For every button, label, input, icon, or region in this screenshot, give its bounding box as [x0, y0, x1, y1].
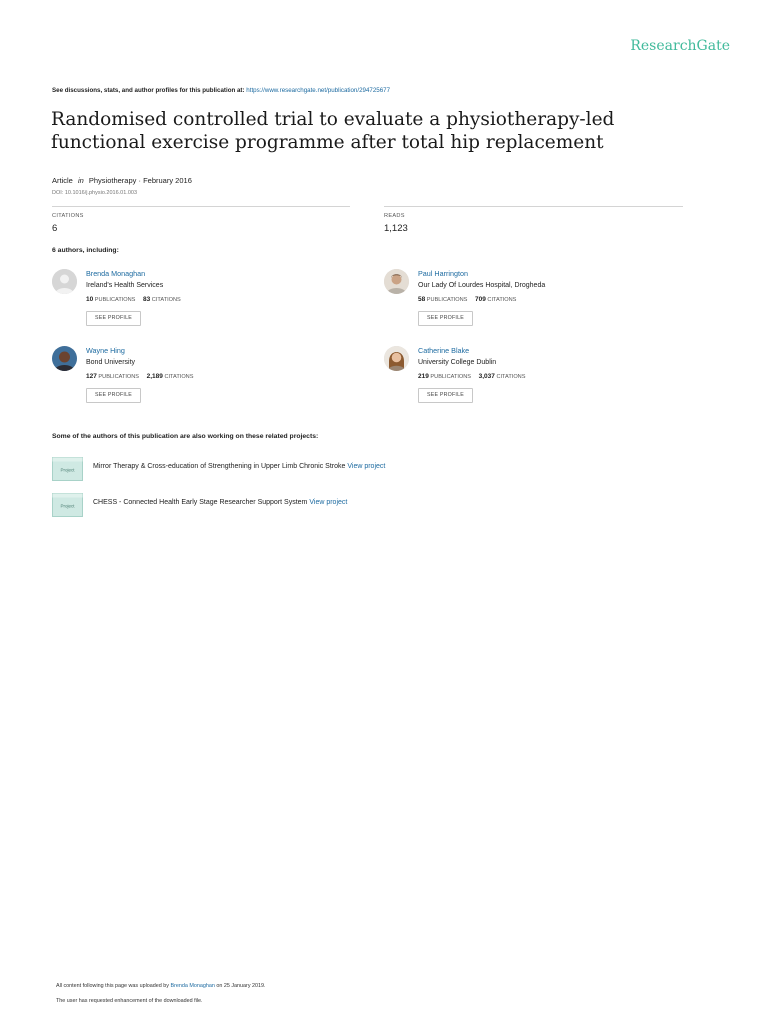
citation-count: 3,037	[478, 373, 495, 380]
author-avatar[interactable]	[384, 269, 409, 294]
see-profile-button[interactable]: SEE PROFILE	[418, 388, 473, 403]
publications-label: PUBLICATIONS	[98, 374, 140, 380]
author-avatar[interactable]	[52, 346, 77, 371]
view-project-link[interactable]: View project	[347, 463, 386, 470]
publication-date: · February 2016	[138, 176, 192, 185]
project-icon-label: Project	[60, 503, 75, 509]
author-institution: University College Dublin	[418, 359, 497, 366]
author-name-link[interactable]: Paul Harrington	[418, 269, 468, 278]
author-card	[384, 269, 634, 339]
uploader-link[interactable]: Brenda Monaghan	[170, 983, 215, 989]
citations-label: CITATIONS	[52, 213, 84, 219]
author-avatar[interactable]	[384, 346, 409, 371]
author-stats	[418, 296, 516, 303]
project-line	[93, 463, 385, 470]
publication-count: 10	[86, 296, 94, 303]
author-institution: Our Lady Of Lourdes Hospital, Drogheda	[418, 282, 546, 289]
author-photo-icon	[52, 346, 77, 371]
author-photo-icon	[384, 269, 409, 294]
doi: DOI: 10.1016/j.physio.2016.01.003	[52, 190, 138, 196]
citations-label: CITATIONS	[164, 374, 194, 380]
person-silhouette-icon	[52, 269, 77, 294]
author-name-link[interactable]: Wayne Hing	[86, 346, 125, 355]
author-card	[52, 269, 302, 339]
journal-name: Physiotherapy	[88, 176, 137, 185]
reads-label: READS	[384, 213, 405, 219]
project-line	[93, 499, 347, 506]
citation-count: 2,189	[146, 373, 163, 380]
upload-note	[56, 983, 266, 989]
publications-label: PUBLICATIONS	[430, 374, 472, 380]
author-stats	[86, 373, 193, 380]
publication-url-link[interactable]: https://www.researchgate.net/publication/294725677	[246, 87, 391, 94]
divider-left	[52, 206, 350, 207]
upload-prefix: All content following this page was uploaded by	[56, 983, 169, 989]
see-profile-button[interactable]: SEE PROFILE	[86, 388, 141, 403]
article-in: in	[77, 176, 84, 185]
author-name-link[interactable]: Catherine Blake	[418, 346, 470, 355]
article-meta	[52, 176, 192, 185]
author-avatar-placeholder[interactable]	[52, 269, 77, 294]
citation-count: 709	[474, 296, 486, 303]
author-card	[384, 346, 634, 416]
author-card	[52, 346, 302, 416]
publications-label: PUBLICATIONS	[94, 297, 136, 303]
researchgate-logo[interactable]: ResearchGate	[630, 38, 730, 54]
author-institution: Bond University	[86, 359, 136, 366]
project-title: CHESS - Connected Health Early Stage Researcher Support System	[93, 499, 308, 506]
citations-label: CITATIONS	[487, 297, 517, 303]
publications-label: PUBLICATIONS	[426, 297, 468, 303]
project-folder-icon	[52, 457, 83, 481]
citation-count: 83	[142, 296, 151, 303]
author-name-link[interactable]: Brenda Monaghan	[86, 269, 146, 278]
author-photo-icon	[384, 346, 409, 371]
project-icon-label: Project	[60, 467, 75, 473]
divider-right	[384, 206, 683, 207]
author-institution: Ireland's Health Services	[86, 282, 164, 289]
discussions-prefix: See discussions, stats, and author profiles for this publication at:	[52, 87, 245, 94]
citations-label: CITATIONS	[496, 374, 526, 380]
projects-heading: Some of the authors of this publication are also working on these related projects:	[52, 433, 319, 440]
view-project-link[interactable]: View project	[309, 499, 348, 506]
citations-value: 6	[52, 223, 58, 234]
authors-heading: 6 authors, including:	[52, 247, 119, 254]
project-title: Mirror Therapy & Cross-education of Strengthening in Upper Limb Chronic Stroke	[93, 463, 346, 470]
project-item	[52, 457, 652, 481]
article-type: Article	[52, 176, 73, 185]
discussions-line	[52, 87, 390, 94]
publication-count: 219	[418, 373, 429, 380]
project-item	[52, 493, 652, 517]
publication-count: 127	[86, 373, 97, 380]
publication-count: 58	[418, 296, 426, 303]
enhancement-note: The user has requested enhancement of the downloaded file.	[56, 998, 203, 1004]
reads-value: 1,123	[384, 223, 408, 234]
upload-suffix: on 25 January 2019.	[216, 983, 266, 989]
see-profile-button[interactable]: SEE PROFILE	[418, 311, 473, 326]
paper-title: Randomised controlled trial to evaluate a physiotherapy-led functional exercise programme after total hip replacement	[51, 109, 615, 153]
citations-label: CITATIONS	[151, 297, 181, 303]
project-folder-icon	[52, 493, 83, 517]
author-stats	[86, 296, 181, 303]
see-profile-button[interactable]: SEE PROFILE	[86, 311, 141, 326]
author-stats	[418, 373, 525, 380]
